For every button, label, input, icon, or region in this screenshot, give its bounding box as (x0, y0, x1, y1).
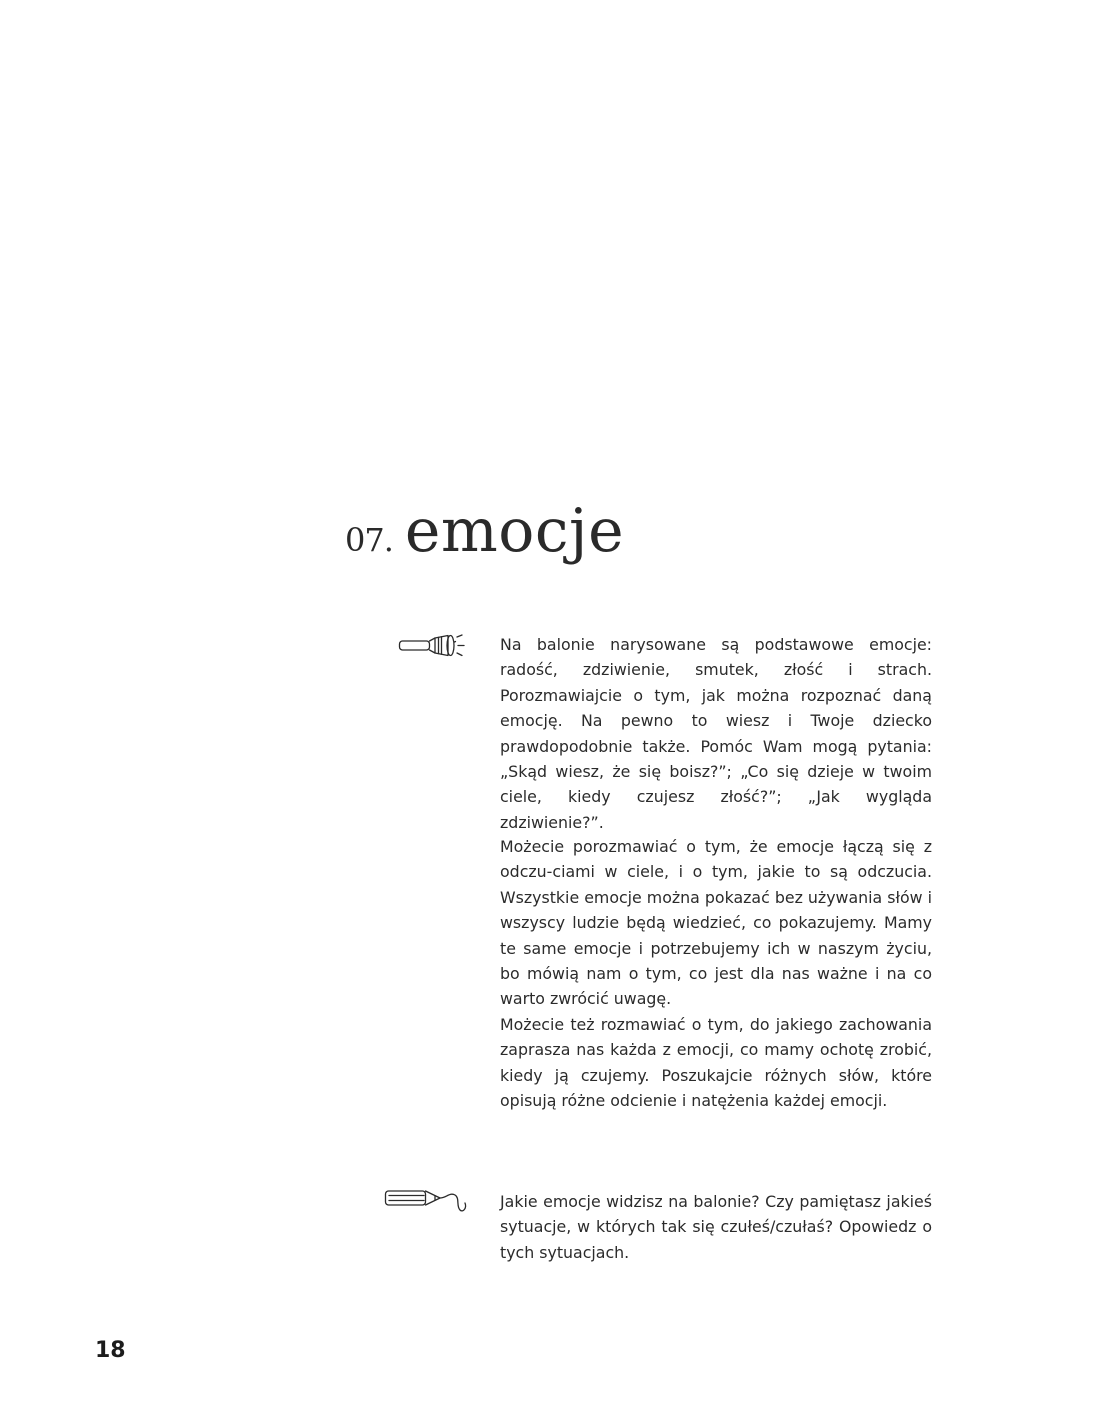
paragraph-2: Możecie porozmawiać o tym, że emocje łączą się z odczu-ciami w ciele, i o tym, jakie to są odczucia. Wszystkie emocje można pokazać bez używania słów i wszyscy ludzie będą wiedzieć, co pokazujemy. Mamy te same emocje i potrzebujemy ich w naszym życiu, bo mówią nam o tym, co jest dla nas ważne i na co warto zwrócić uwagę. (500, 837, 932, 1009)
section-heading (345, 496, 624, 566)
paragraph-1: Na balonie narysowane są podstawowe emocje: radość, zdziwienie, smutek, złość i strach. Porozmawiajcie o tym, jak można rozpoznać daną emocję. Na pewno to wiesz i Twoje dziecko prawdopodobnie także. Pomóc Wam mogą pytania: „Skąd wiesz, że się boisz?”; „Co się dzieje w twoim ciele, kiedy czujesz złość?”; „Jak wygląda zdziwienie?”. (500, 635, 932, 832)
paragraph-3: Możecie też rozmawiać o tym, do jakiego zachowania zaprasza nas każda z emocji, co mamy ochotę zrobić, kiedy ją czujemy. Poszukajcie różnych słów, które opisują różne odcienie i natężenia każdej emocji. (500, 1015, 932, 1111)
task-text: Jakie emocje widzisz na balonie? Czy pamiętasz jakieś sytuacje, w których tak się czułeś/czułaś? Opowiedz o tych sytuacjach. (500, 1192, 932, 1262)
section-title: emocje (404, 496, 625, 566)
section-number: 07. (345, 521, 393, 559)
pencil-icon (384, 1186, 474, 1216)
flashlight-icon (398, 633, 474, 659)
page-number: 18 (95, 1338, 126, 1363)
